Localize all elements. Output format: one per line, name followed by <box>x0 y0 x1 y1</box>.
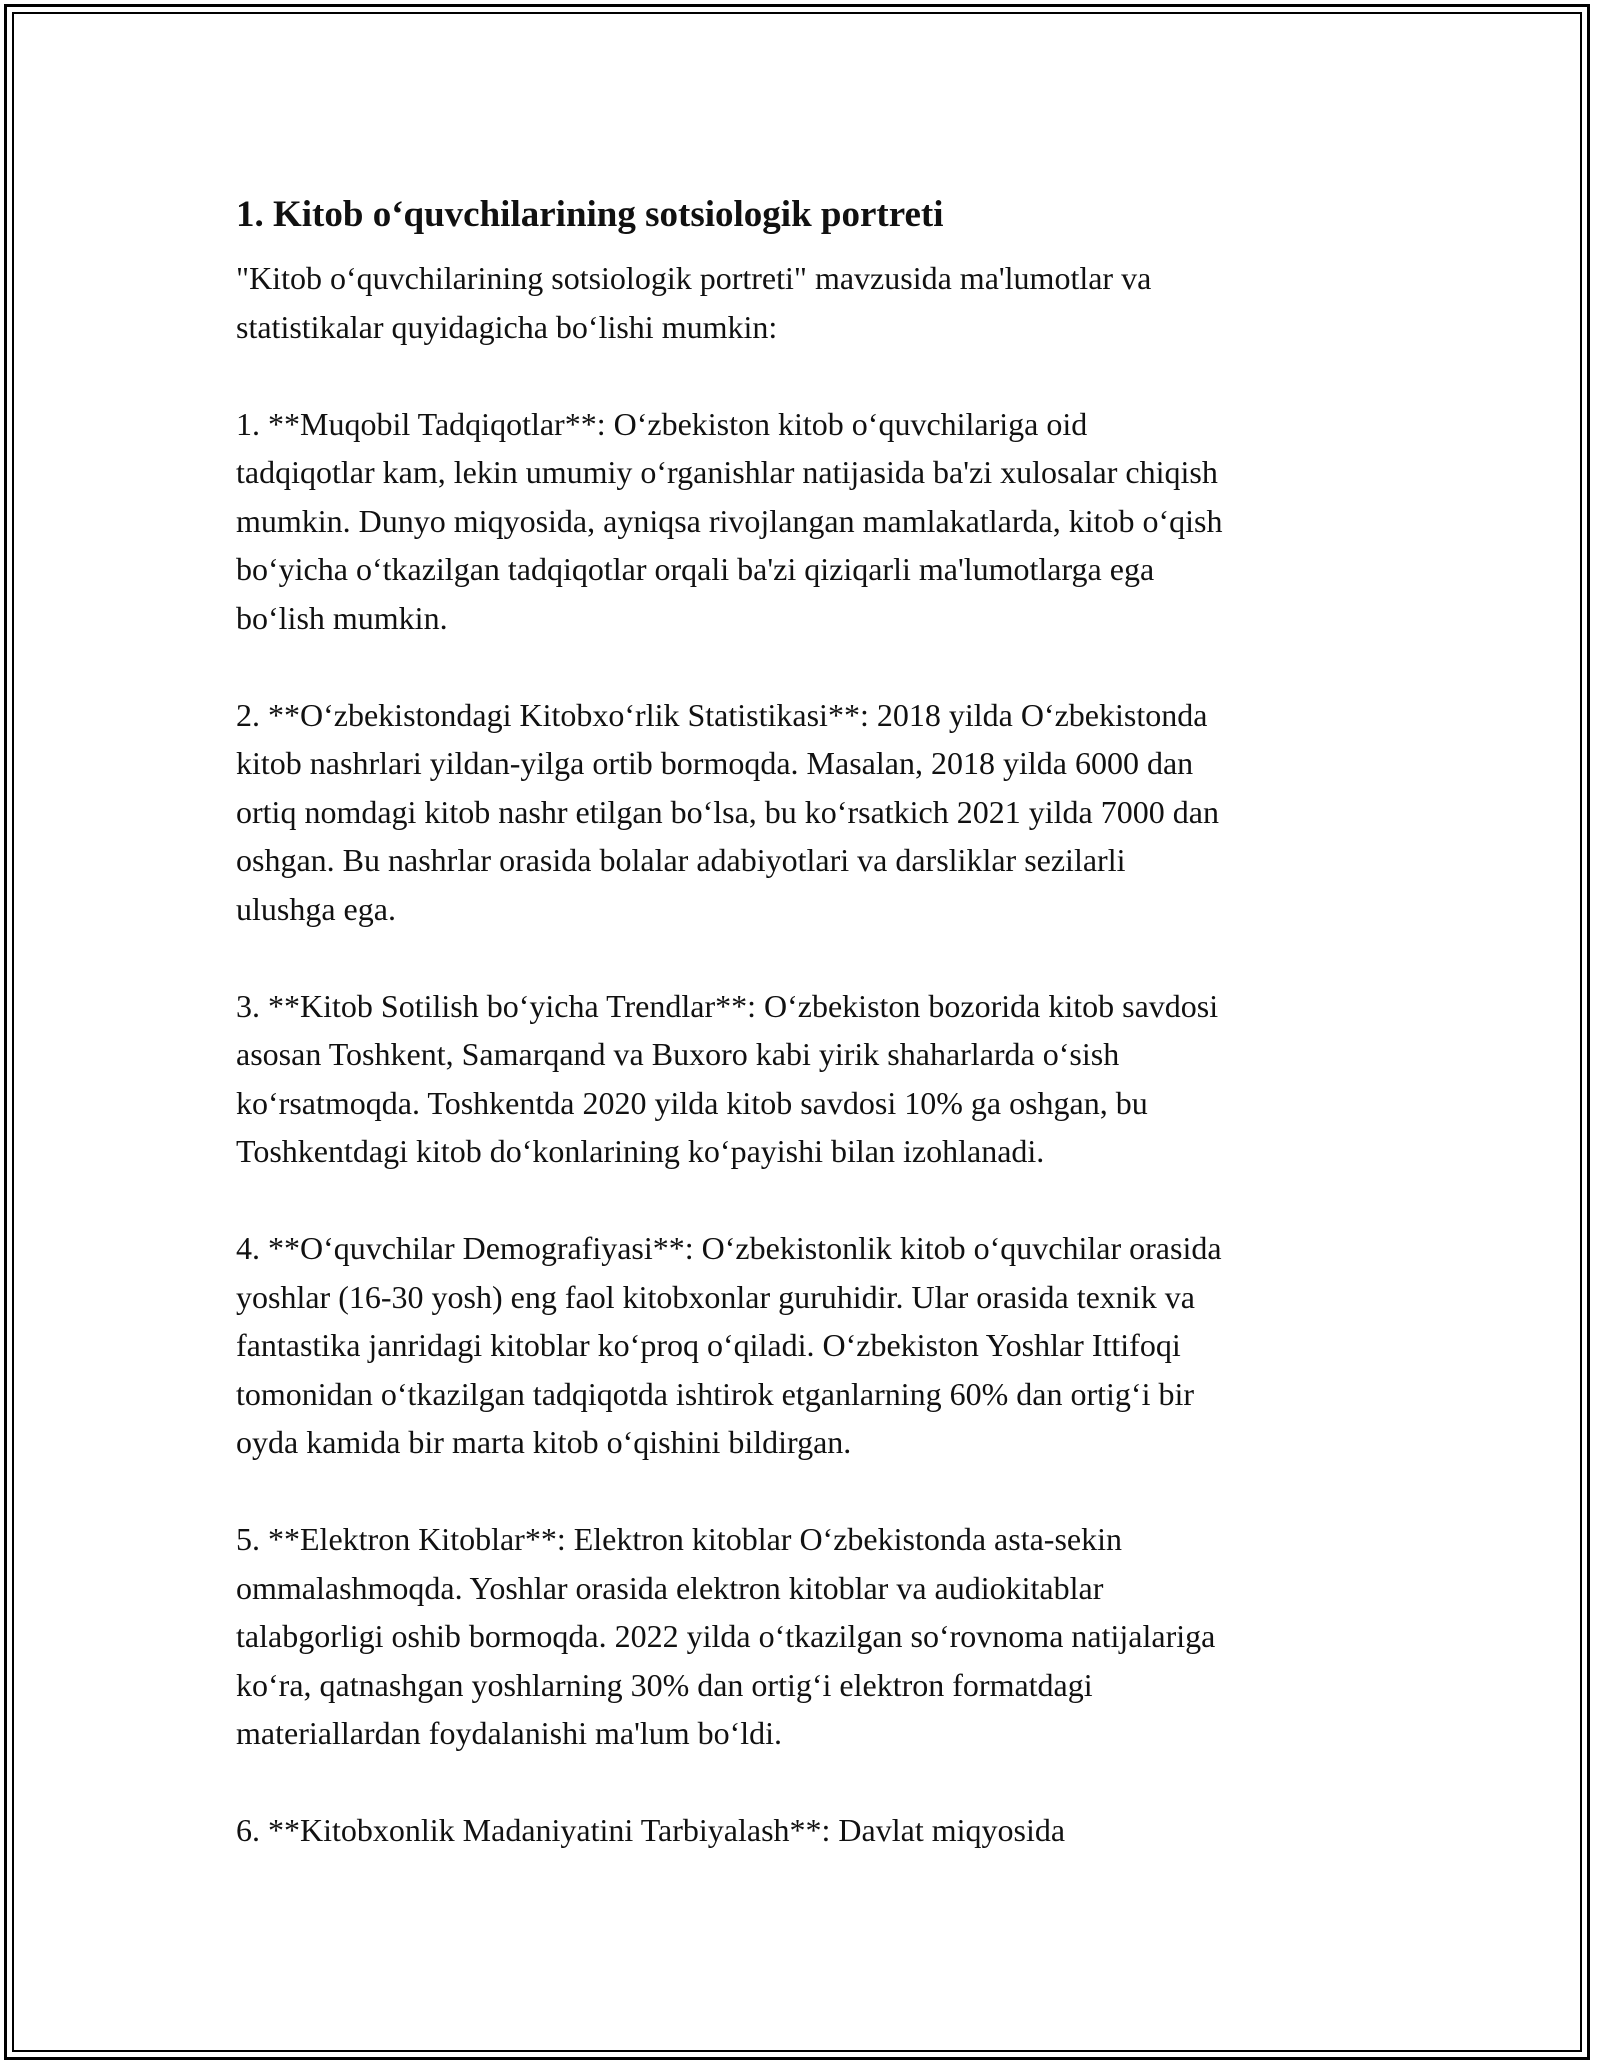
list-item-6: 6. **Kitobxonlik Madaniyatini Tarbiyalash**: Davlat miqyosida <box>236 1812 1066 1848</box>
intro-paragraph: "Kitob o‘quvchilarining sotsiologik portreti" mavzusida ma'lumotlar va statistikalar quyidagicha bo‘lishi mumkin: <box>236 260 1152 345</box>
list-item-5: 5. **Elektron Kitoblar**: Elektron kitoblar O‘zbekistonda asta-sekin ommalashmoqda. Yoshlar orasida elektron kitoblar va audiokitablar talabgorligi oshib bormoqda. 2022 yilda o‘tkazilgan so‘rovnoma natijalariga ko‘ra, qatnashgan yoshlarning 30% dan ortig‘i elektron formatdagi materiallardan foydalanishi ma'lum bo‘ldi. <box>236 1521 1216 1751</box>
list-item-1: 1. **Muqobil Tadqiqotlar**: O‘zbekiston kitob o‘quvchilariga oid tadqiqotlar kam, lekin umumiy o‘rganishlar natijasida ba'zi xulosalar chiqish mumkin. Dunyo miqyosida, ayniqsa rivojlangan mamlakatlarda, kitob o‘qish bo‘yicha o‘tkazilgan tadqiqotlar orqali ba'zi qiziqarli ma'lumotlarga ega bo‘lish mumkin. <box>236 405 1223 636</box>
document-body <box>236 182 1376 1855</box>
list-item-3: 3. **Kitob Sotilish bo‘yicha Trendlar**: O‘zbekiston bozorida kitob savdosi asosan Toshkent, Samarqand va Buxoro kabi yirik shaharlarda o‘sish ko‘rsatmoqda. Toshkentda 2020 yilda kitob savdosi 10% ga oshgan, bu Toshkentdagi kitob do‘konlarining ko‘payishi bilan izohlanadi. <box>236 987 1219 1169</box>
section-heading: 1. Kitob o‘quvchilarining sotsiologik portreti <box>236 194 944 235</box>
list-item-4: 4. **O‘quvchilar Demografiyasi**: O‘zbekistonlik kitob o‘quvchilar orasida yoshlar (16-30 yosh) eng faol kitobxonlar guruhidir. Ular orasida texnik va fantastika janridagi kitoblar ko‘proq o‘qiladi. O‘zbekiston Yoshlar Ittifoqi tomonidan o‘tkazilgan tadqiqotda ishtirok etganlarning 60% dan ortig‘i bir oyda kamida bir marta kitob o‘qishini bildirgan. <box>236 1230 1222 1460</box>
list-item-2: 2. **O‘zbekistondagi Kitobxo‘rlik Statistikasi**: 2018 yilda O‘zbekistonda kitob nashrlari yildan-yilga ortib bormoqda. Masalan, 2018 yilda 6000 dan ortiq nomdagi kitob nashr etilgan bo‘lsa, bu ko‘rsatkich 2021 yilda 7000 dan oshgan. Bu nashrlar orasida bolalar adabiyotlari va darsliklar sezilarli ulushga ega. <box>236 696 1219 927</box>
